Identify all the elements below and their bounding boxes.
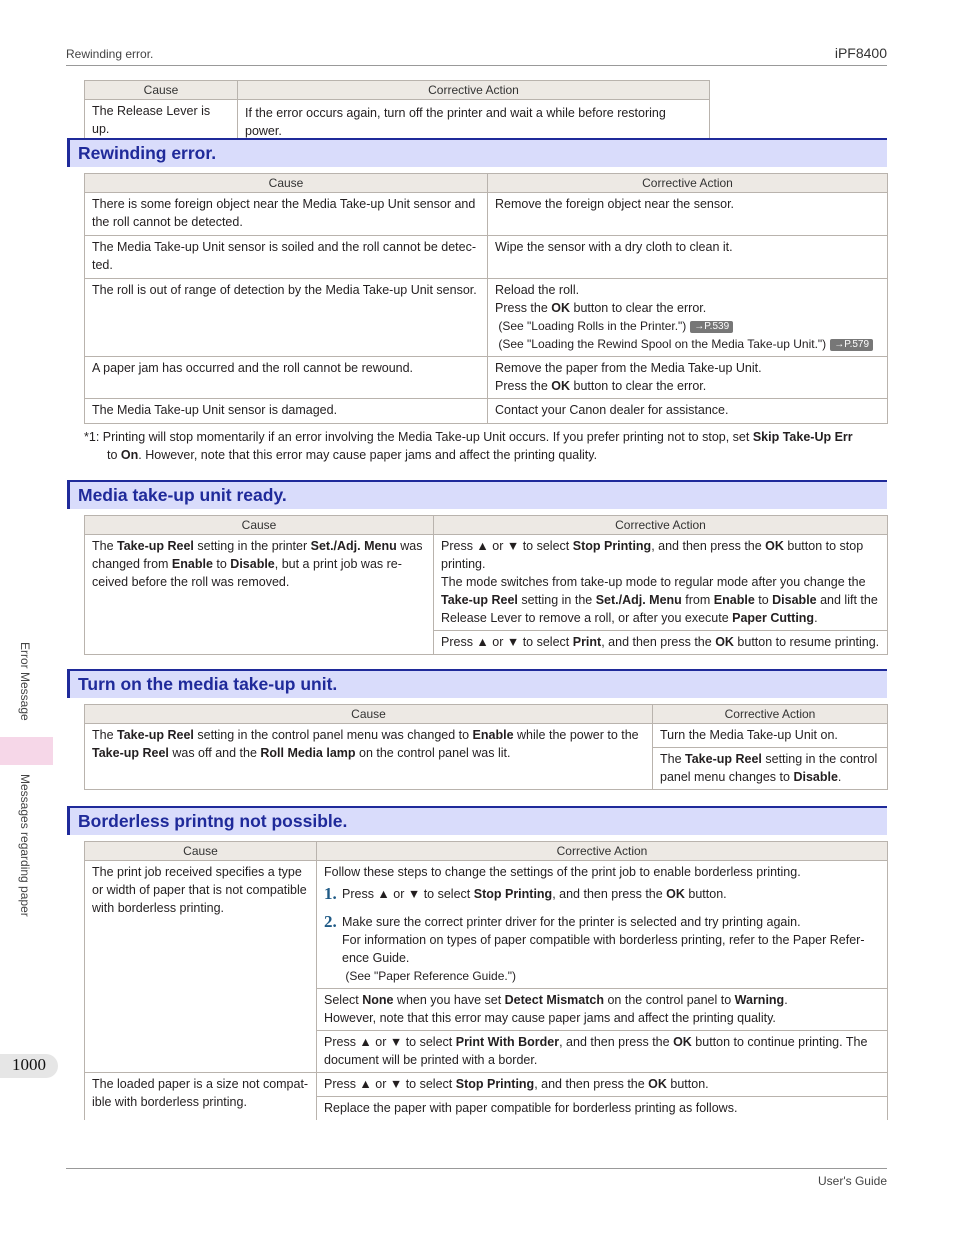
see-reference: (See "Paper Reference Guide.")	[345, 969, 516, 983]
action-cell: Turn the Media Take-up Unit on.	[653, 724, 888, 748]
action-cell: Select None when you have set Detect Mismatch on the control panel to Warning. However, note that this error may cause paper jams and affect the printing quality.	[317, 989, 888, 1031]
column-header-cause: Cause	[85, 174, 488, 193]
running-header-title: Rewinding error.	[66, 47, 154, 61]
action-cell: Press ▲ or ▼ to select Print With Border, and then press the OK button to continue printing. The document will be printed with a border.	[317, 1031, 888, 1073]
side-tab-section[interactable]: Messages regarding paper	[18, 774, 32, 917]
table-row	[85, 861, 888, 989]
rewinding-error-table	[84, 173, 888, 424]
section-heading-rewinding	[67, 138, 887, 167]
section-heading-turn-on	[67, 669, 887, 698]
action-cell: Contact your Canon dealer for assistance.	[488, 399, 888, 424]
column-header-cause: Cause	[85, 81, 238, 100]
section-title: Rewinding error.	[78, 143, 217, 163]
action-cell: If the error occurs again, turn off the printer and wait a while before restoring power.	[238, 100, 710, 145]
column-header-cause: Cause	[85, 516, 434, 535]
page-number: 1000	[12, 1055, 46, 1074]
step-item: 2. Make sure the correct printer driver for the printer is selected and try printing again. For information on types of paper compatible with borderless printing, refer to the Paper Refer-ence Guide. (See "Paper Reference Guide.")	[324, 913, 880, 985]
side-tab-chapter[interactable]: Error Message	[18, 642, 32, 721]
table-header-row	[85, 174, 888, 193]
table-header-row	[85, 81, 710, 100]
step-item: 1. Press ▲ or ▼ to select Stop Printing, and then press the OK button.	[324, 884, 727, 903]
column-header-action: Corrective Action	[317, 842, 888, 861]
table-row	[85, 1073, 888, 1097]
cause-cell: The Take-up Reel setting in the printer Set./Adj. Menu was changed from Enable to Disable, but a print job was re-ceived before the roll was removed.	[85, 535, 434, 655]
footer-rule	[66, 1168, 887, 1169]
side-tab-marker	[0, 737, 53, 765]
table-header-row	[85, 516, 888, 535]
table-row	[85, 279, 888, 357]
section-heading-ready	[67, 480, 887, 509]
footnote: *1: Printing will stop momentarily if an error involving the Media Take-up Unit occurs. If you prefer printing not to stop, set Skip Take-Up Err to On. However, note that this error may cause paper jams and affect the printing quality.	[84, 430, 853, 462]
table-row	[85, 399, 888, 424]
table-row	[85, 724, 888, 748]
cause-cell: The print job received specifies a type or width of paper that is not compatible with borderless printing.	[85, 861, 317, 1073]
action-cell: Wipe the sensor with a dry cloth to clean it.	[488, 236, 888, 279]
turn-on-table	[84, 704, 888, 790]
action-cell: The Take-up Reel setting in the control panel menu changes to Disable.	[653, 748, 888, 790]
cause-cell: The Take-up Reel setting in the control panel menu was changed to Enable while the power to the Take-up Reel was off and the Roll Media lamp on the control panel was lit.	[85, 724, 653, 790]
cause-cell: The loaded paper is a size not compat-ible with borderless printing.	[85, 1073, 317, 1121]
page-link[interactable]: →P.579	[830, 339, 873, 351]
column-header-action: Corrective Action	[434, 516, 888, 535]
section-heading-borderless	[67, 806, 887, 835]
cause-cell: The Release Lever is up.	[85, 100, 238, 145]
action-cell: Press ▲ or ▼ to select Stop Printing, and then press the OK button to stop printing. The mode switches from take-up mode to regular mode after you change the Take-up Reel setting in the Set./Adj. Menu from Enable to Disable and lift the Release Lever to remove a roll, or after you execute Paper Cutting.	[434, 535, 888, 631]
action-line: Press the OK button to clear the error.	[495, 301, 707, 315]
cause-cell: The roll is out of range of detection by the Media Take-up Unit sensor.	[85, 279, 488, 357]
action-cell: Remove the foreign object near the sensor.	[488, 193, 888, 236]
column-header-action: Corrective Action	[238, 81, 710, 100]
borderless-table	[84, 841, 888, 1120]
cause-cell: The Media Take-up Unit sensor is damaged.	[85, 399, 488, 424]
section-title: Media take-up unit ready.	[78, 485, 287, 505]
section-title: Borderless printng not possible.	[78, 811, 348, 831]
cause-cell: There is some foreign object near the Media Take-up Unit sensor and the roll cannot be detected.	[85, 193, 488, 236]
section-title: Turn on the media take-up unit.	[78, 674, 338, 694]
table-header-row	[85, 842, 888, 861]
action-cell: Remove the paper from the Media Take-up Unit. Press the OK button to clear the error.	[488, 357, 888, 399]
action-line: Reload the roll.	[495, 283, 580, 297]
page-link[interactable]: →P.539	[690, 321, 733, 333]
action-cell: Press ▲ or ▼ to select Print, and then press the OK button to resume printing.	[434, 631, 888, 655]
see-reference: (See "Loading Rolls in the Printer.") →P.539	[495, 317, 880, 335]
table-row	[85, 357, 888, 399]
table-row	[85, 236, 888, 279]
takeup-ready-table	[84, 515, 888, 655]
footer-guide-name: User's Guide	[818, 1174, 887, 1188]
action-cell: Replace the paper with paper compatible for borderless printing as follows.	[317, 1097, 888, 1121]
table-header-row	[85, 705, 888, 724]
release-lever-table	[84, 80, 710, 145]
column-header-cause: Cause	[85, 705, 653, 724]
cause-cell: A paper jam has occurred and the roll cannot be rewound.	[85, 357, 488, 399]
cause-cell: The Media Take-up Unit sensor is soiled and the roll cannot be detec-ted.	[85, 236, 488, 279]
table-row	[85, 193, 888, 236]
see-reference: (See "Loading the Rewind Spool on the Media Take-up Unit.") →P.579	[495, 335, 880, 353]
header-rule	[66, 65, 887, 66]
printer-model: iPF8400	[834, 45, 887, 61]
column-header-cause: Cause	[85, 842, 317, 861]
column-header-action: Corrective Action	[488, 174, 888, 193]
action-cell: Press ▲ or ▼ to select Stop Printing, and then press the OK button.	[317, 1073, 888, 1097]
action-cell: Follow these steps to change the settings of the print job to enable borderless printing. 1. Press ▲ or ▼ to select Stop Printing, and then press the OK button. 2. Make sure the correct printer driver for the printer is selected and try printing again. For information on types of paper compatible with borderless printing, refer to the Paper Refer-ence Guide. (See "Paper Reference Guide.")	[317, 861, 888, 989]
action-cell	[488, 279, 888, 357]
table-row	[85, 535, 888, 631]
column-header-action: Corrective Action	[653, 705, 888, 724]
